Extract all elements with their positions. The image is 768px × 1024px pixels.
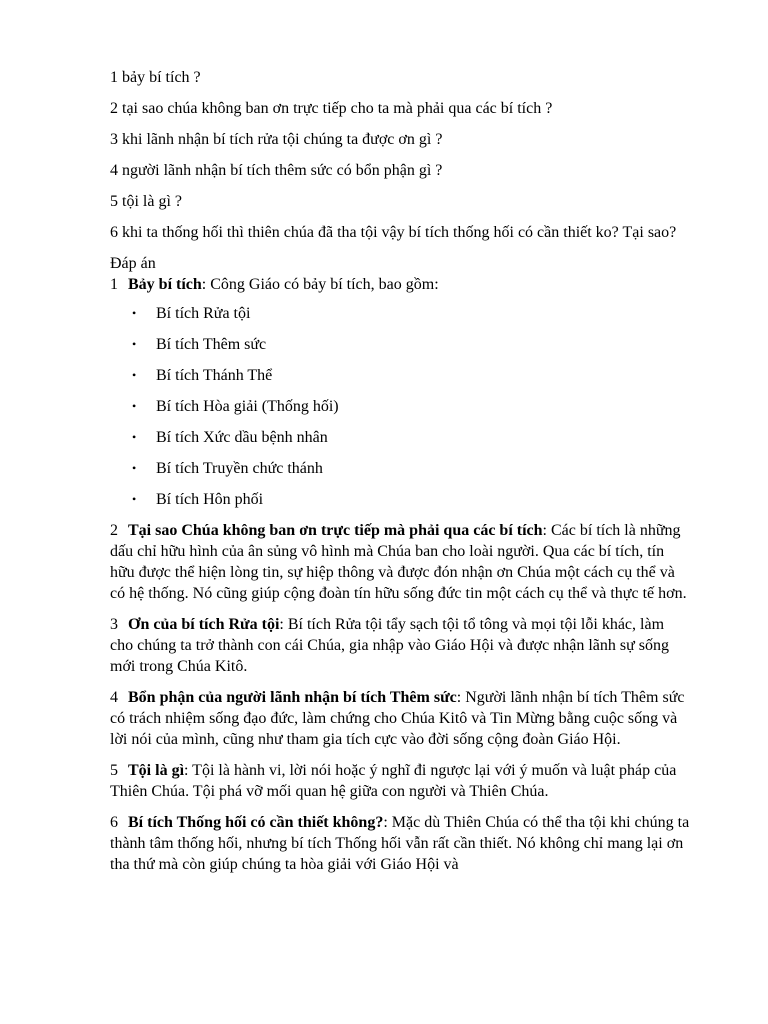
question-3: 3 khi lãnh nhận bí tích rửa tội chúng ta được ơn gì ? [110, 131, 443, 148]
answer-4 [110, 687, 690, 750]
answer-2-text: : Các bí tích là những dấu chỉ hữu hình của ân sủng vô hình mà Chúa ban cho loài người. Qua các bí tích, tín hữu được thể hiện lòng tin, sự hiệp thông và được đón nhận ơn Chúa một cách cụ thể và có hệ thống. Nó cũng giúp cộng đoàn tín hữu sống đức tin một cách cụ thể và thực tế hơn. [110, 522, 687, 602]
bullet-icon: • [132, 337, 137, 351]
answer-4-text: : Người lãnh nhận bí tích Thêm sức có trách nhiệm sống đạo đức, làm chứng cho Chúa Kitô và Tin Mừng bằng cuộc sống và lời nói của mình, cũng như tham gia tích cực vào đời sống cộng đoàn Giáo Hội. [110, 689, 685, 748]
answer-5-title: Tội là gì [128, 762, 185, 779]
answer-1-intro [110, 274, 690, 295]
answer-3-number: 3 [110, 616, 118, 633]
answer-1-text: : Công Giáo có bảy bí tích, bao gồm: [201, 276, 439, 293]
answer-6-text: : Mặc dù Thiên Chúa có thể tha tội khi chúng ta thành tâm thống hối, nhưng bí tích Thống hối vẫn rất cần thiết. Nó không chỉ mang lại ơn tha thứ mà còn giúp chúng ta hòa giải với Giáo Hội và [110, 814, 690, 873]
answer-4-number: 4 [110, 689, 118, 706]
list-item-label: Bí tích Truyền chức thánh [156, 460, 323, 477]
list-item [110, 489, 690, 510]
document-page [110, 67, 690, 885]
bullet-icon: • [132, 368, 137, 382]
question-1: 1 bảy bí tích ? [110, 69, 201, 86]
answer-3-text: : Bí tích Rửa tội tẩy sạch tội tổ tông và mọi tội lỗi khác, làm cho chúng ta trở thành con cái Chúa, gia nhập vào Giáo Hội và được nhận lãnh sự sống mới trong Chúa Kitô. [110, 616, 670, 675]
bullet-icon: • [132, 399, 137, 413]
answer-1-title: Bảy bí tích [128, 276, 202, 293]
list-item [110, 458, 690, 479]
answer-5 [110, 760, 690, 802]
question-2: 2 tại sao chúa không ban ơn trực tiếp cho ta mà phải qua các bí tích ? [110, 100, 553, 117]
question-4: 4 người lãnh nhận bí tích thêm sức có bổn phận gì ? [110, 162, 443, 179]
answer-1-number: 1 [110, 276, 118, 293]
list-item-label: Bí tích Xức dầu bệnh nhân [156, 429, 328, 446]
list-item-label: Bí tích Rửa tội [156, 305, 251, 322]
list-item [110, 365, 690, 386]
question-5: 5 tội là gì ? [110, 193, 182, 210]
bullet-icon: • [132, 430, 137, 444]
question-6: 6 khi ta thống hối thì thiên chúa đã tha tội vậy bí tích thống hối có cần thiết ko? Tại sao? [110, 224, 677, 241]
bullet-icon: • [132, 461, 137, 475]
answer-2 [110, 520, 690, 604]
bullet-icon: • [132, 492, 137, 506]
list-item-label: Bí tích Thêm sức [156, 336, 267, 353]
answer-2-title: Tại sao Chúa không ban ơn trực tiếp mà phải qua các bí tích [128, 522, 543, 539]
answer-2-number: 2 [110, 522, 118, 539]
answer-3-title: Ơn của bí tích Rửa tội [128, 616, 280, 633]
answers-heading: Đáp án [110, 255, 156, 272]
list-item [110, 334, 690, 355]
list-item-label: Bí tích Thánh Thể [156, 367, 273, 384]
bullet-icon: • [132, 306, 137, 320]
list-item-label: Bí tích Hòa giải (Thống hối) [156, 398, 339, 415]
answer-6-title: Bí tích Thống hối có cần thiết không? [128, 814, 384, 831]
answer-3 [110, 614, 690, 677]
answer-5-number: 5 [110, 762, 118, 779]
answer-6-number: 6 [110, 814, 118, 831]
sacraments-list [110, 303, 690, 510]
answer-5-text: : Tội là hành vi, lời nói hoặc ý nghĩ đi ngược lại với ý muốn và luật pháp của Thiên Chúa. Tội phá vỡ mối quan hệ giữa con người và Thiên Chúa. [110, 762, 677, 800]
answer-4-title: Bổn phận của người lãnh nhận bí tích Thêm sức [128, 689, 457, 706]
answer-6 [110, 812, 690, 875]
list-item [110, 396, 690, 417]
list-item [110, 427, 690, 448]
list-item-label: Bí tích Hôn phối [156, 491, 264, 508]
list-item [110, 303, 690, 324]
